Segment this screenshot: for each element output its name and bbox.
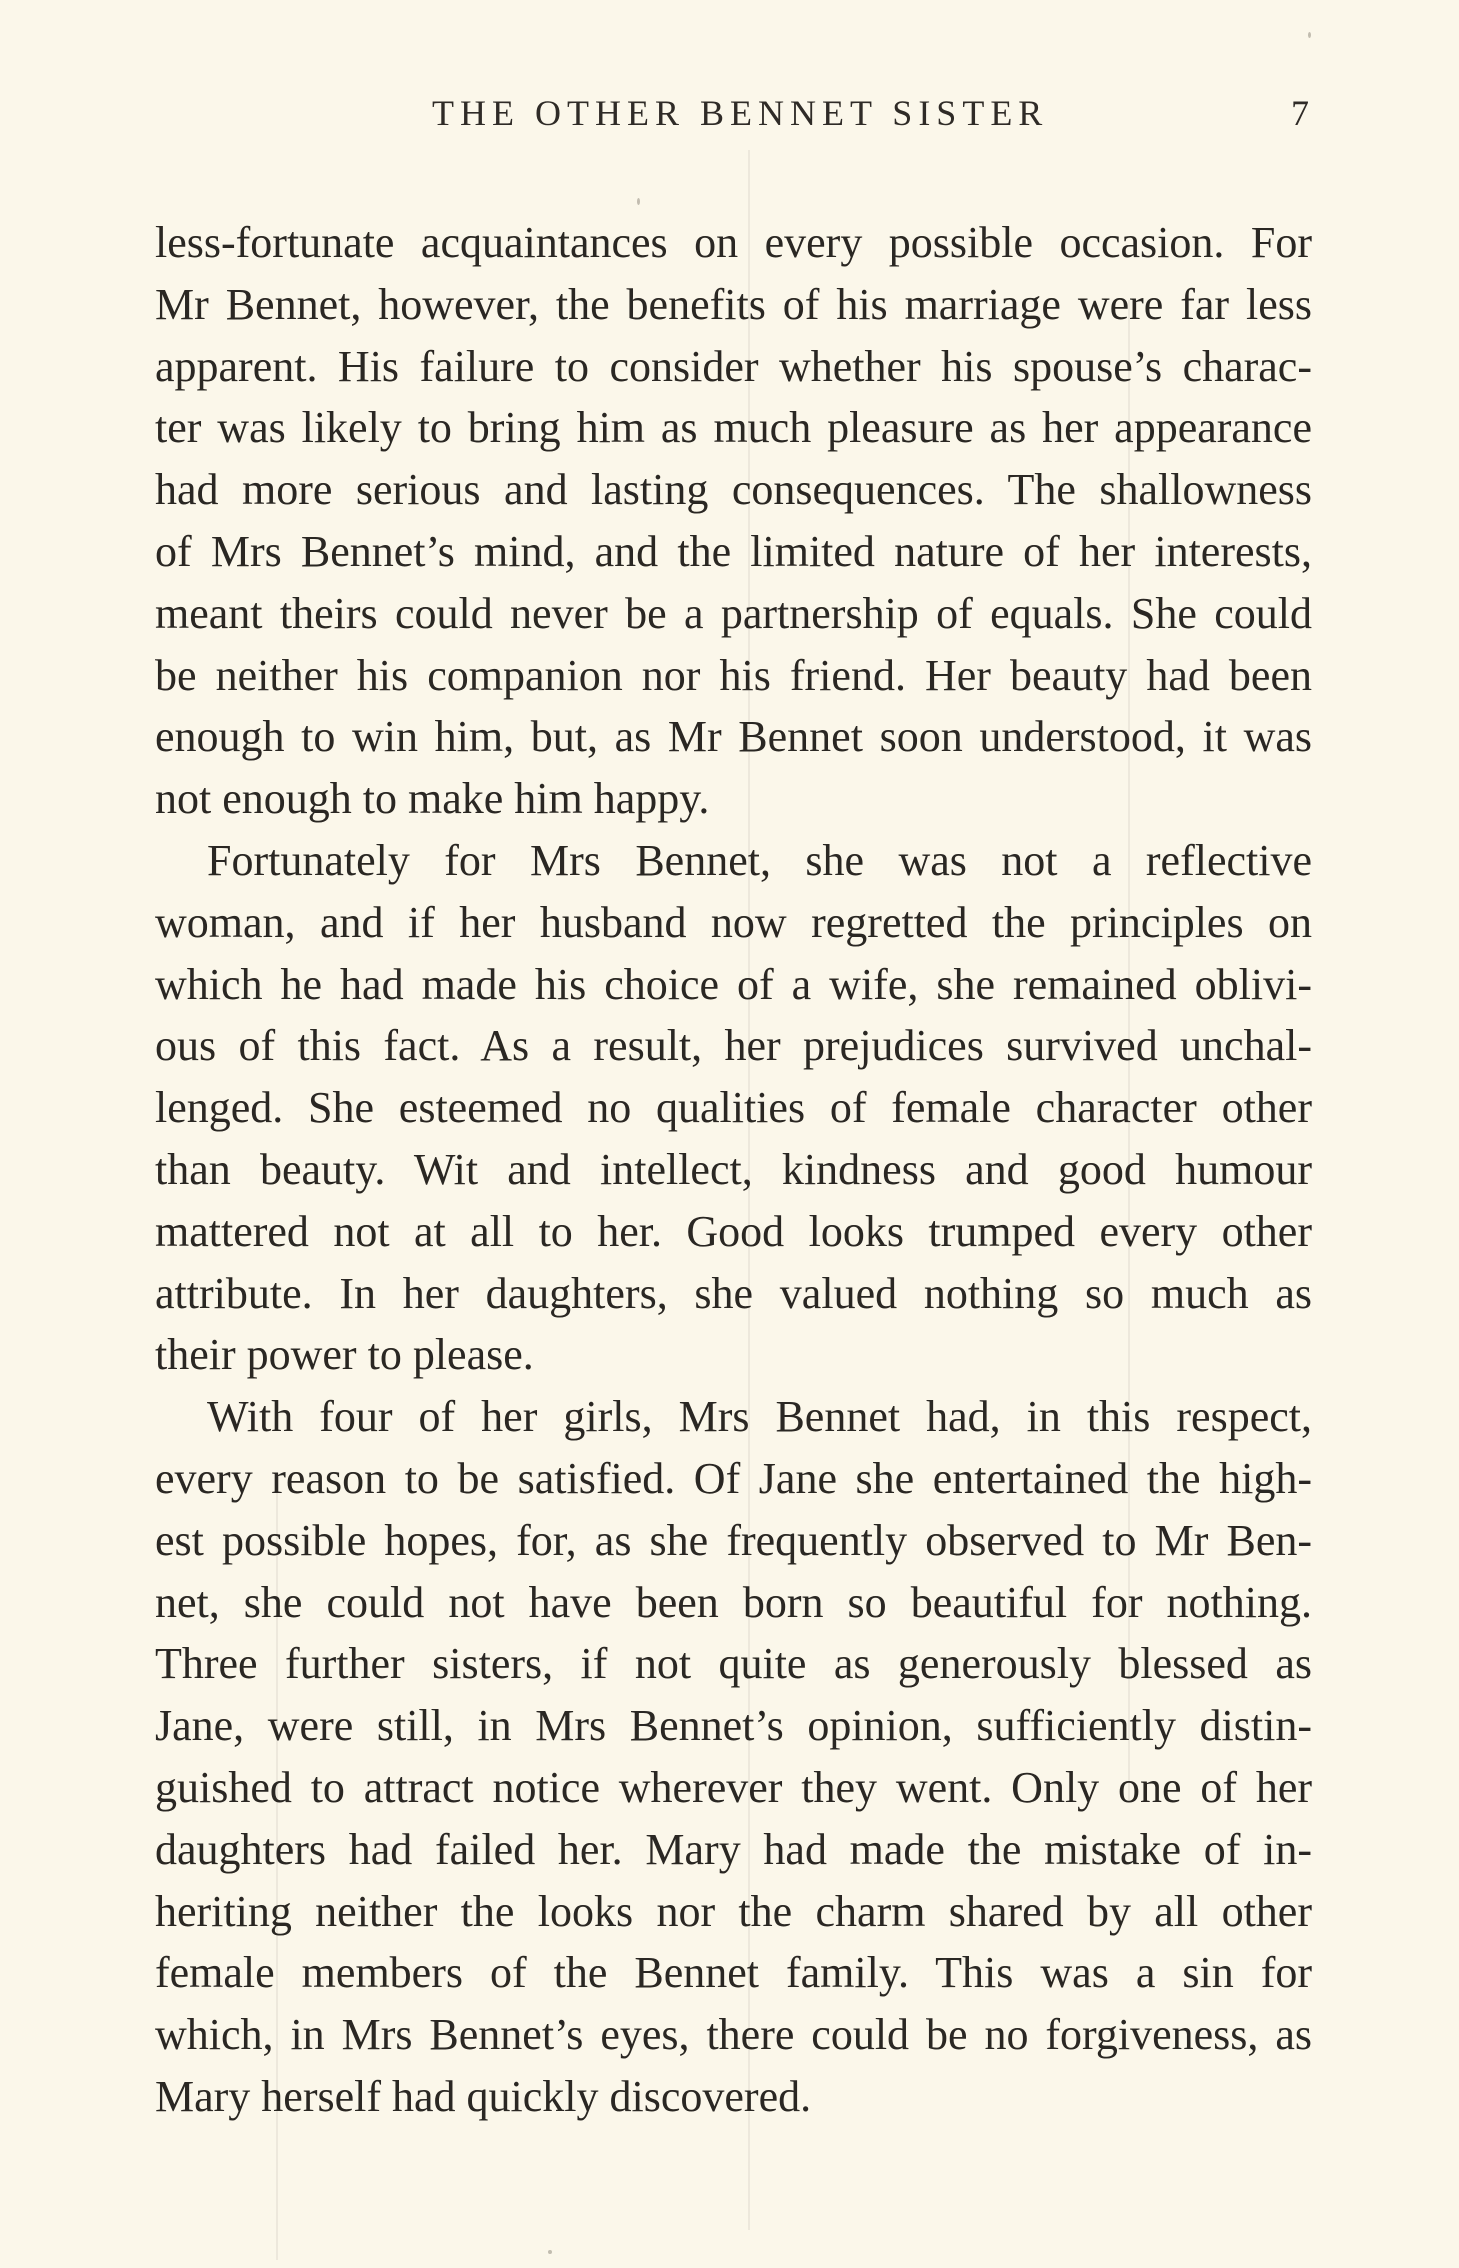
text-line: enough to win him, but, as Mr Bennet soon understood, it was (155, 712, 1312, 762)
paragraph-3 (155, 1386, 1312, 2128)
text-line: had more serious and lasting consequences. The shallowness (155, 465, 1312, 515)
text-line: woman, and if her husband now regretted the principles on (155, 897, 1312, 947)
text-line: guished to attract notice wherever they went. Only one of her (155, 1762, 1312, 1812)
paper-speck (1308, 32, 1311, 38)
text-line: not enough to make him happy. (155, 774, 710, 824)
text-line: female members of the Bennet family. This was a sin for (155, 1948, 1312, 1998)
text-line: every reason to be satisfied. Of Jane she entertained the high- (155, 1453, 1312, 1503)
text-line: meant theirs could never be a partnership of equals. She could (155, 588, 1312, 638)
text-line: Jane, were still, in Mrs Bennet’s opinion, sufficiently distin- (155, 1701, 1312, 1751)
text-line: mattered not at all to her. Good looks trumped every other (155, 1206, 1312, 1256)
running-title: THE OTHER BENNET SISTER (432, 93, 1049, 133)
text-line: net, she could not have been born so beautiful for nothing. (155, 1577, 1312, 1627)
text-line: lenged. She esteemed no qualities of female character other (155, 1083, 1312, 1133)
text-line: than beauty. Wit and intellect, kindness and good humour (155, 1144, 1312, 1194)
paragraph-1 (155, 212, 1312, 830)
text-line: attribute. In her daughters, she valued nothing so much as (155, 1268, 1312, 1318)
body-text (155, 212, 1312, 2128)
text-line: Fortunately for Mrs Bennet, she was not a reflective (207, 835, 1312, 885)
text-line: est possible hopes, for, as she frequently observed to Mr Ben- (155, 1515, 1312, 1565)
page-number: 7 (1291, 93, 1309, 133)
text-line: Mr Bennet, however, the benefits of his marriage were far less (155, 279, 1312, 329)
paragraph-2 (155, 830, 1312, 1386)
text-line: be neither his companion nor his friend. Her beauty had been (155, 650, 1312, 700)
text-line: apparent. His failure to consider whether his spouse’s charac- (155, 341, 1312, 391)
text-line: of Mrs Bennet’s mind, and the limited nature of her interests, (155, 526, 1312, 576)
text-line: which he had made his choice of a wife, she remained oblivi- (155, 959, 1312, 1009)
paper-speck (548, 2250, 552, 2254)
text-line: daughters had failed her. Mary had made the mistake of in- (155, 1824, 1312, 1874)
text-line: heriting neither the looks nor the charm shared by all other (155, 1886, 1312, 1936)
paper-speck (637, 198, 640, 205)
text-line: less-fortunate acquaintances on every possible occasion. For (155, 218, 1312, 267)
text-line: Mary herself had quickly discovered. (155, 2071, 812, 2121)
text-line: ous of this fact. As a result, her prejudices survived unchal- (155, 1021, 1312, 1071)
text-line: With four of her girls, Mrs Bennet had, in this respect, (207, 1392, 1312, 1442)
text-line: Three further sisters, if not quite as generously blessed as (155, 1639, 1312, 1689)
running-head (0, 88, 1459, 138)
text-line: ter was likely to bring him as much pleasure as her appearance (155, 403, 1312, 453)
text-line: which, in Mrs Bennet’s eyes, there could be no forgiveness, as (155, 2010, 1312, 2060)
text-line: their power to please. (155, 1330, 534, 1380)
